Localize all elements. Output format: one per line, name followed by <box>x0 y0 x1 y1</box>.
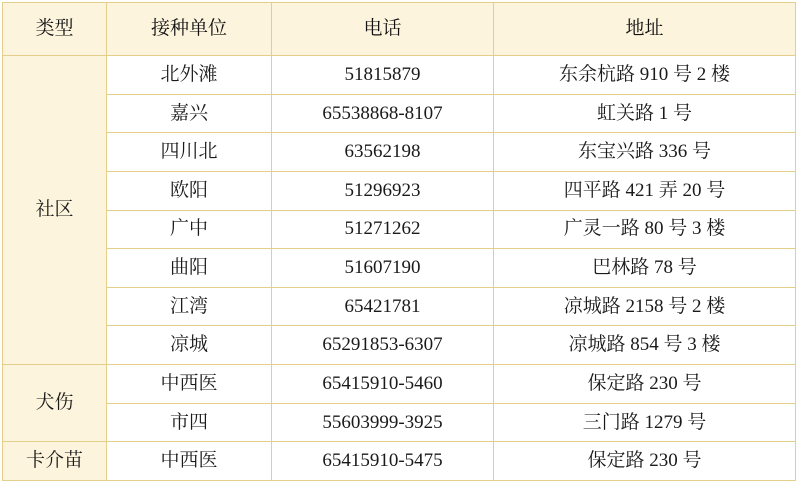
table-row <box>3 326 796 365</box>
cell-address: 广灵一路 80 号 3 楼 <box>494 210 796 249</box>
table-row <box>3 249 796 288</box>
cell-unit: 曲阳 <box>107 249 272 288</box>
column-header-phone: 电话 <box>272 3 494 56</box>
cell-address: 东余杭路 910 号 2 楼 <box>494 56 796 95</box>
cell-phone: 51607190 <box>272 249 494 288</box>
table-row <box>3 365 796 404</box>
cell-phone: 51296923 <box>272 171 494 210</box>
table-row <box>3 171 796 210</box>
table-row <box>3 287 796 326</box>
column-header-unit: 接种单位 <box>107 3 272 56</box>
table-row <box>3 403 796 442</box>
table-header-row <box>3 3 796 56</box>
table-header <box>3 3 796 56</box>
cell-phone: 51271262 <box>272 210 494 249</box>
cell-phone: 63562198 <box>272 133 494 172</box>
cell-address: 东宝兴路 336 号 <box>494 133 796 172</box>
table-row <box>3 210 796 249</box>
cell-address: 巴林路 78 号 <box>494 249 796 288</box>
table-row <box>3 442 796 481</box>
cell-phone: 65415910-5475 <box>272 442 494 481</box>
cell-phone: 65421781 <box>272 287 494 326</box>
cell-address: 虹关路 1 号 <box>494 94 796 133</box>
cell-address: 三门路 1279 号 <box>494 403 796 442</box>
group-label-community: 社区 <box>3 56 107 365</box>
cell-phone: 65538868-8107 <box>272 94 494 133</box>
vaccination-sites-table <box>2 2 796 481</box>
cell-phone: 51815879 <box>272 56 494 95</box>
cell-unit: 欧阳 <box>107 171 272 210</box>
cell-phone: 65291853-6307 <box>272 326 494 365</box>
table-row <box>3 94 796 133</box>
cell-address: 凉城路 2158 号 2 楼 <box>494 287 796 326</box>
cell-address: 四平路 421 弄 20 号 <box>494 171 796 210</box>
cell-unit: 凉城 <box>107 326 272 365</box>
cell-unit: 嘉兴 <box>107 94 272 133</box>
cell-unit: 广中 <box>107 210 272 249</box>
cell-address: 凉城路 854 号 3 楼 <box>494 326 796 365</box>
cell-unit: 市四 <box>107 403 272 442</box>
group-label-dog-bite: 犬伤 <box>3 365 107 442</box>
cell-phone: 65415910-5460 <box>272 365 494 404</box>
cell-unit: 四川北 <box>107 133 272 172</box>
vaccination-table-container <box>0 2 797 485</box>
group-label-bcg: 卡介苗 <box>3 442 107 481</box>
cell-unit: 中西医 <box>107 365 272 404</box>
cell-unit: 北外滩 <box>107 56 272 95</box>
cell-unit: 中西医 <box>107 442 272 481</box>
table-row <box>3 56 796 95</box>
cell-address: 保定路 230 号 <box>494 365 796 404</box>
cell-address: 保定路 230 号 <box>494 442 796 481</box>
table-body <box>3 56 796 481</box>
column-header-address: 地址 <box>494 3 796 56</box>
cell-unit: 江湾 <box>107 287 272 326</box>
cell-phone: 55603999-3925 <box>272 403 494 442</box>
column-header-type: 类型 <box>3 3 107 56</box>
table-row <box>3 133 796 172</box>
